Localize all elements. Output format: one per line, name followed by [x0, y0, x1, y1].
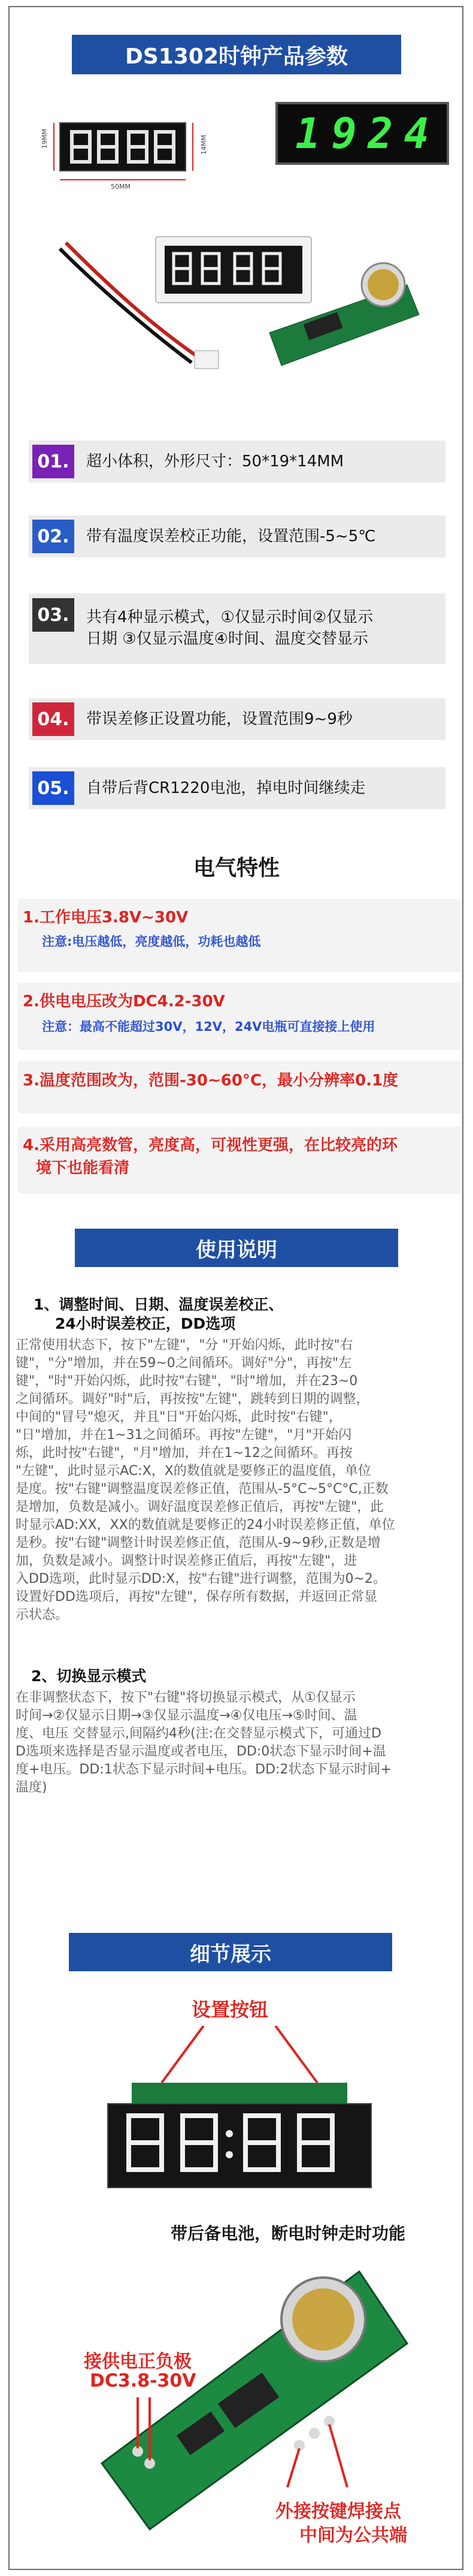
display-digit: 4: [404, 108, 429, 158]
electrical-note: 注意：最高不能超过30V，12V，24V电瓶可直接接上使用: [42, 1019, 375, 1034]
usage-section-2-line: 在非调整状态下，按下"右键"将切换显示模式，从①仅显示: [16, 1690, 356, 1705]
feature-item-05: [29, 767, 445, 809]
usage-section-1-line: 示状态。: [16, 1607, 69, 1622]
feature-item-01: [29, 441, 445, 482]
usage-section-1-title-line1: 1、调整时间、日期、温度误差校正、: [34, 1296, 284, 1313]
power-label-line1: 接供电正负极: [84, 2351, 192, 2372]
dimension-drawing: [36, 111, 216, 195]
usage-section-2: [16, 1666, 459, 1797]
feature-text: 超小体积，外形尺寸：50*19*14MM: [86, 453, 344, 470]
electrical-item-3: [18, 1061, 461, 1114]
display-digit: 9: [331, 108, 357, 158]
details-title: 细节展示: [69, 1933, 392, 1971]
usage-section-1-line: 是度。按"右键"调整温度误差修正值，范围从-5°C~5°C°C,正数: [16, 1482, 389, 1497]
display-photo: [275, 102, 449, 165]
usage-section-1-line: 设置好DD选项后，再按"左键"，保存所有数据，并返回正常显: [16, 1589, 378, 1604]
display-digit: 1: [295, 108, 321, 158]
width-label: 50MM: [111, 183, 131, 191]
usage-title: 使用说明: [75, 1229, 398, 1267]
usage-section-1-line: 入DD选项，此时显示DD:X，按"右键"进行调整，范围为0~2。: [16, 1571, 386, 1586]
feature-number: 04.: [32, 702, 74, 736]
usage-section-1-title-line2: 24小时误差校正，DD选项: [55, 1315, 236, 1332]
electrical-note: 注意:电压越低，亮度越低，功耗也越低: [42, 934, 261, 949]
set-button-label: 设置按钮: [192, 1998, 269, 2021]
usage-section-1-line: 之间循环。调好"时"后，再按按"左键"，跳转到日期的调整，: [16, 1392, 369, 1407]
feature-item-03: [29, 593, 445, 664]
usage-section-1-line: 键"，"分"增加，并在59~0之间循环。调好"分"，再按"左: [16, 1356, 352, 1371]
battery-label: 带后备电池，断电时钟走时功能: [171, 2224, 406, 2243]
usage-section-1-line: "左键"，此时显示AC:X，X的数值就是要修正的温度值，单位: [16, 1464, 371, 1479]
usage-section-1-line: 时显示AD:XX，XX的数值就是要修正的24小时误差修正值，单位: [16, 1518, 395, 1533]
electrical-item-2: [18, 983, 461, 1050]
usage-section-1-line: 是秒。按"右键"调整计时误差修正值，范围从-9~9秒,正数是增: [16, 1536, 381, 1551]
electrical-main: 3.温度范围改为，范围-30~60°C，最小分辨率0.1度: [23, 1072, 399, 1090]
feature-item-04: [29, 698, 445, 740]
feature-number: 03.: [32, 598, 74, 632]
feature-number: 01.: [32, 445, 74, 478]
electrical-item-1: [18, 899, 461, 972]
feature-text: 带误差修正设置功能，设置范围9~9秒: [86, 710, 353, 728]
button-pad-label-line2: 中间为公共端: [299, 2525, 407, 2546]
feature-text-block: [86, 607, 373, 650]
usage-section-2-line: 时间→②仅显示日期→③仅显示温度→④仅电压→⑤时间、温: [16, 1708, 357, 1723]
usage-section-1-line: "日"增加，并在1~31之间循环。再按"左键"，"月"开始闪: [16, 1428, 352, 1443]
page-title: DS1302时钟产品参数: [72, 35, 401, 74]
usage-section-2-line: D选项来选择是否显示温度或者电压，DD:0状态下显示时间+温: [16, 1744, 386, 1759]
electrical-title: 电气特性: [193, 856, 280, 880]
depth-label: 14MM: [199, 135, 208, 155]
feature-text-line: 日期 ③仅显示温度④时间、温度交替显示: [86, 630, 368, 648]
usage-section-1-line: 正常使用状态下，按下"左键"，"分 "开始闪烁，此时按"右: [16, 1338, 353, 1353]
usage-section-1-line: 烁，此时按"右键"，"月"增加，并在1~12之间循环。再按: [16, 1446, 353, 1461]
usage-section-1-line: 是增加，负数是减小。调好温度误差修正值后，再按"左键"，此: [16, 1500, 384, 1515]
back-module-photo: [48, 2248, 431, 2535]
product-images: [24, 99, 449, 399]
usage-section-2-line: 度+电压。DD:1状态下显示时间+电压。DD:2状态下显示时间+: [16, 1762, 392, 1777]
feature-number: 05.: [32, 771, 74, 805]
usage-section-1-line: 中间的"冒号"熄灭，并且"日"开始闪烁，此时按"右键"，: [16, 1410, 342, 1425]
feature-text-line: 共有4种显示模式，①仅显示时间②仅显示: [86, 608, 374, 626]
usage-section-1-line: 键"，"时"开始闪烁，此时按"右键"，"时"增加，并在23~0: [16, 1374, 358, 1389]
feature-item-02: [29, 515, 445, 557]
usage-section-1: [16, 1295, 459, 1624]
height-label: 19MM: [40, 129, 48, 149]
electrical-main: 4.采用高亮数管，亮度高，可视性更强，在比较亮的环: [23, 1136, 398, 1154]
front-module-photo: [96, 2026, 383, 2194]
electrical-main: 1.工作电压3.8V~30V: [23, 909, 189, 927]
electrical-item-4: [18, 1127, 461, 1194]
display-digit: 2: [368, 108, 393, 158]
power-label-line2: DC3.8-30V: [90, 2370, 196, 2391]
usage-section-2-line: 度、电压 交替显示,间隔约4秒(注:在交替显示模式下，可通过D: [16, 1726, 381, 1741]
usage-section-1-line: 加，负数是减小。调整计时误差修正值后，再按"左键"，进: [16, 1554, 357, 1568]
electrical-main-cont: 境下也能看清: [36, 1159, 130, 1177]
feature-text: 自带后背CR1220电池，掉电时间继续走: [86, 779, 366, 797]
usage-section-2-title: 2、切换显示模式: [31, 1667, 147, 1685]
electrical-main: 2.供电电压改为DC4.2-30V: [23, 993, 225, 1011]
usage-section-2-line: 温度): [16, 1780, 47, 1795]
feature-text: 带有温度误差校正功能，设置范围-5~5℃: [86, 527, 376, 545]
module-photo: [48, 213, 431, 399]
button-pad-label-line1: 外接按键焊接点: [275, 2501, 401, 2522]
feature-number: 02.: [32, 520, 74, 553]
